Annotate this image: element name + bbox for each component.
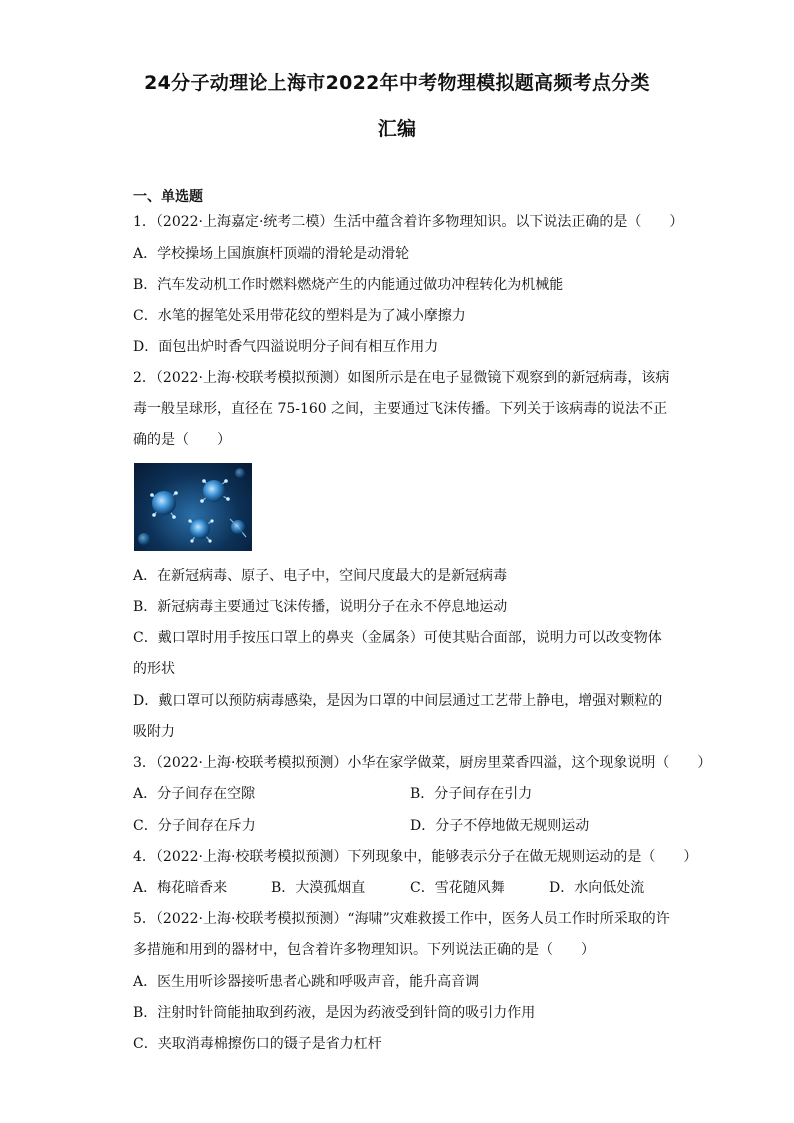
q4-stem: 4．（2022·上海·校联考模拟预测）下列现象中，能够表示分子在做无规则运动的是（ ） xyxy=(133,849,698,865)
q1-option-d: D．面包出炉时香气四溢说明分子间有相互作用力 xyxy=(133,339,439,355)
coronavirus-micrograph-image xyxy=(134,463,252,551)
q5-option-b: B．注射时针筒能抽取到药液，是因为药液受到针筒的吸引力作用 xyxy=(133,1005,536,1021)
q5-stem-line-1: 5．（2022·上海·校联考模拟预测）“海啸”灾难救援工作中，医务人员工作时所采取的许 xyxy=(133,911,670,927)
q1-stem: 1．（2022·上海嘉定·统考二模）生活中蕴含着许多物理知识。以下说法正确的是（ ） xyxy=(133,214,684,230)
q2-stem-line-2: 毒一般呈球形，直径在 75-160 之间，主要通过飞沫传播。下列关于该病毒的说法不正 xyxy=(133,401,668,417)
q4-option-b: B．大漠孤烟直 xyxy=(271,880,366,896)
q3-option-a: A．分子间存在空隙 xyxy=(133,786,256,802)
q2-option-c-line-1: C．戴口罩时用手按压口罩上的鼻夹（金属条）可使其贴合面部，说明力可以改变物体 xyxy=(133,630,662,646)
q5-option-c: C．夹取消毒棉擦伤口的镊子是省力杠杆 xyxy=(133,1036,382,1052)
q5-stem-line-2: 多措施和用到的器材中，包含着许多物理知识。下列说法正确的是（ ） xyxy=(133,942,595,958)
q2-option-d-line-1: D．戴口罩可以预防病毒感染，是因为口罩的中间层通过工艺带上静电，增强对颗粒的 xyxy=(133,693,663,709)
q2-stem-line-1: 2．（2022·上海·校联考模拟预测）如图所示是在电子显微镜下观察到的新冠病毒，该病 xyxy=(133,370,670,386)
q3-option-c: C．分子间存在斥力 xyxy=(133,818,256,834)
section-heading: 一、单选题 xyxy=(133,189,203,205)
q4-option-c: C．雪花随风舞 xyxy=(410,880,505,896)
q2-option-c-line-2: 的形状 xyxy=(133,661,175,677)
q2-option-b: B．新冠病毒主要通过飞沫传播，说明分子在永不停息地运动 xyxy=(133,599,508,615)
q3-option-b: B．分子间存在引力 xyxy=(410,786,533,802)
q2-option-d-line-2: 吸附力 xyxy=(133,724,175,740)
q2-stem-line-3: 确的是（ ） xyxy=(133,432,231,448)
q4-option-d: D．水向低处流 xyxy=(549,880,645,896)
q1-option-c: C．水笔的握笔处采用带花纹的塑料是为了减小摩擦力 xyxy=(133,308,466,324)
q2-option-a: A．在新冠病毒、原子、电子中，空间尺度最大的是新冠病毒 xyxy=(133,568,508,584)
document-title-line-2: 汇编 xyxy=(377,118,417,140)
q3-option-d: D．分子不停地做无规则运动 xyxy=(410,818,590,834)
q3-stem: 3．（2022·上海·校联考模拟预测）小华在家学做菜，厨房里菜香四溢，这个现象说明（ ） xyxy=(133,755,712,771)
q1-option-b: B．汽车发动机工作时燃料燃烧产生的内能通过做功冲程转化为机械能 xyxy=(133,277,564,293)
document-title-line-1: 24分子动理论上海市2022年中考物理模拟题高频考点分类 xyxy=(144,72,650,94)
q4-option-a: A．梅花暗香来 xyxy=(133,880,228,896)
q5-option-a: A．医生用听诊器接听患者心跳和呼吸声音，能升高音调 xyxy=(133,974,480,990)
q1-option-a: A．学校操场上国旗旗杆顶端的滑轮是动滑轮 xyxy=(133,246,410,262)
